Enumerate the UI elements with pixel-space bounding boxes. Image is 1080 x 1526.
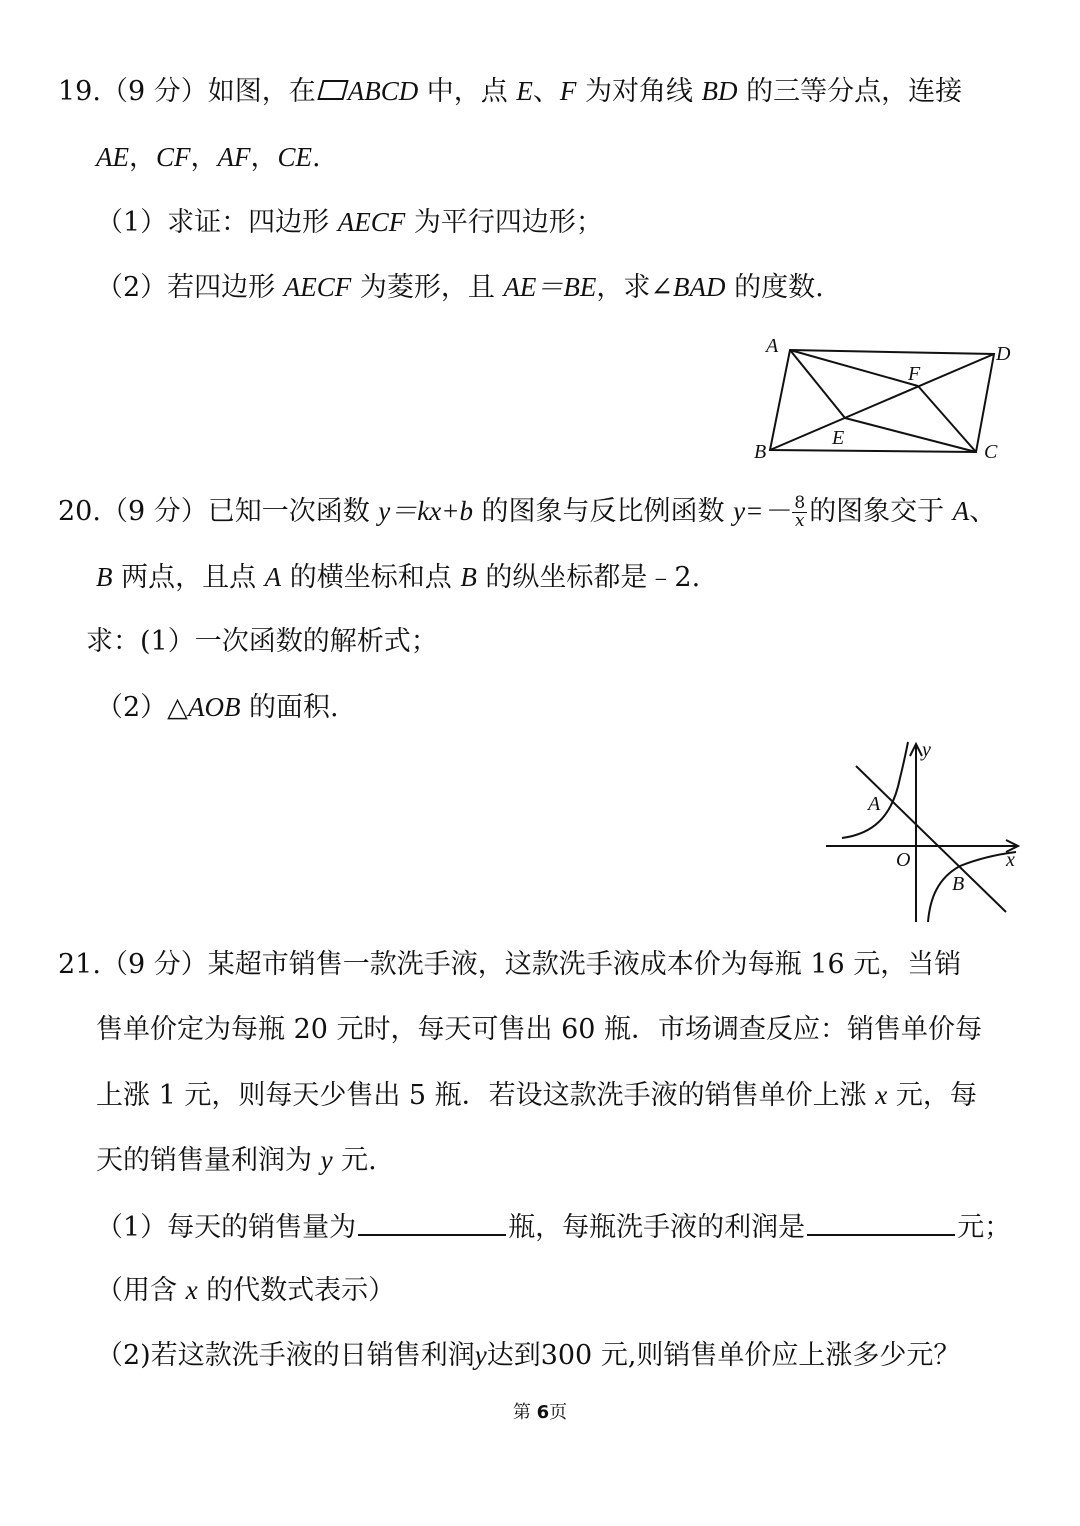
q20-var: y＝kx+b (378, 496, 473, 526)
label-d: D (996, 343, 1011, 365)
q20-line-1 (58, 494, 996, 530)
q21-text: 瓶，每瓶洗手液的利润是 (508, 1212, 806, 1243)
q19-text: 、 (532, 76, 560, 107)
q19-var: AECF (337, 207, 406, 237)
label-y: y (922, 739, 931, 761)
q21-text: 天的销售量利润为 (96, 1145, 321, 1176)
q19-var: E (516, 76, 533, 106)
answer-blank-profit[interactable] (807, 1208, 955, 1236)
q21-line-4 (96, 1143, 377, 1178)
label-a: A (766, 335, 779, 357)
label-a: A (868, 793, 881, 815)
q20-ask (86, 625, 438, 659)
q21-part-2 (96, 1338, 960, 1373)
q21-var: y (320, 1145, 333, 1175)
q21-note (96, 1273, 395, 1308)
q20-text: 的横坐标和点 (281, 562, 461, 593)
q21-text: （用含 (96, 1275, 186, 1306)
function-graph-figure (820, 738, 1030, 928)
segment-af (790, 350, 918, 386)
q21-var: x (185, 1275, 198, 1305)
segment-ce (845, 418, 976, 452)
q21-text: （1）每天的销售量为 (96, 1212, 357, 1243)
q21-text: 元，每 (887, 1080, 977, 1111)
q19-seg: CE (277, 142, 313, 172)
q21-text: 上涨 1 元，则每天少售出 5 瓶．若设这款洗手液的销售单价上涨 (96, 1080, 876, 1111)
q20-text: 的面积. (240, 692, 339, 723)
q20-text: 求：(1）一次函数的解析式； (86, 626, 438, 657)
q19-text: 为菱形，且 (351, 272, 504, 303)
q20-text: 的纵坐标都是﹣2. (476, 562, 701, 593)
q21-part-1 (96, 1208, 1011, 1245)
q20-line-2 (96, 560, 700, 595)
parallelogram-figure (750, 330, 1030, 470)
q21-text: （2)若这款洗手液的日销售利润 (96, 1340, 475, 1371)
answer-blank-quantity[interactable] (358, 1208, 506, 1236)
q21-text: 达到300 元,则销售单价应上涨多少元？ (486, 1340, 961, 1371)
q20-var: A (264, 562, 282, 592)
q20-text: 的图象交于 (809, 496, 953, 527)
q19-sep: ， (190, 142, 218, 173)
q21-text: 售单价定为每瓶 20 元时，每天可售出 60 瓶．市场调查反应：销售单价每 (96, 1014, 983, 1045)
q19-text: ，求∠ (596, 272, 674, 303)
q19-part-2 (96, 270, 824, 305)
linear-function-line (856, 766, 1006, 912)
q21-var: x (875, 1080, 888, 1110)
q19-text: （2）若四边形 (96, 272, 284, 303)
q19-sep: . (312, 142, 321, 173)
q21-text: 元； (957, 1212, 1012, 1243)
segment-cf (918, 386, 976, 452)
q19-text: （1）求证：四边形 (96, 207, 338, 238)
q21-line-2 (96, 1013, 982, 1047)
q20-text: 、 (969, 496, 997, 527)
q21-var: y (474, 1340, 487, 1370)
q19-var: AE＝BE (503, 272, 597, 302)
q20-part-2 (96, 690, 339, 725)
q19-text: 的度数. (725, 272, 824, 303)
parallelogram-symbol-icon (317, 80, 348, 100)
q19-var: AECF (283, 272, 352, 302)
label-c: C (984, 441, 998, 463)
q20-var: AOB (187, 692, 241, 722)
fraction-numerator: 8 (794, 493, 806, 513)
q19-seg: CF (156, 142, 191, 172)
segment-ae (790, 350, 845, 418)
label-b: B (952, 873, 965, 895)
q21-text: 元. (332, 1145, 377, 1176)
q19-var: BD (701, 76, 738, 106)
q20-text: （2）△ (96, 692, 188, 723)
q19-text: 19.（9 分）如图，在 (58, 76, 316, 107)
q19-part-1 (96, 205, 603, 240)
label-x: x (1006, 849, 1015, 871)
hyperbola-branch-upper-left (842, 742, 908, 838)
q19-sep: ， (250, 142, 278, 173)
hyperbola-branch-lower-right (928, 852, 1016, 922)
q21-line-3 (96, 1078, 977, 1113)
q19-shape-name: ABCD (347, 76, 419, 106)
label-o: O (896, 849, 911, 871)
q21-line-1 (58, 948, 961, 982)
q20-text: 两点，且点 (112, 562, 265, 593)
q20-var: A (952, 496, 970, 526)
q19-text: 为平行四边形； (405, 207, 603, 238)
page-footer (0, 1398, 1080, 1424)
footer-text: 页 (549, 1402, 568, 1423)
fraction-denominator: x (794, 511, 805, 531)
page-number: 6 (536, 1402, 550, 1423)
footer-text: 第 (512, 1402, 537, 1423)
q19-sep: ， (129, 142, 156, 173)
q20-var: B (460, 562, 477, 592)
q20-text: 的图象与反比例函数 (472, 496, 734, 527)
q20-var: y=－ (733, 496, 791, 526)
q21-text: 21.（9 分）某超市销售一款洗手液，这款洗手液成本价为每瓶 16 元，当销 (58, 949, 962, 980)
q20-text: 20.（9 分）已知一次函数 (58, 496, 379, 527)
q19-text: 为对角线 (576, 76, 702, 107)
label-f: F (908, 363, 921, 385)
q19-line-1 (58, 74, 962, 109)
label-e: E (832, 427, 845, 449)
q19-text: 的三等分点，连接 (737, 76, 963, 107)
q19-var: BAD (673, 272, 726, 302)
q21-text: 的代数式表示） (197, 1275, 396, 1306)
q19-seg: AE (96, 142, 129, 172)
q19-line-2 (96, 140, 321, 175)
q20-var: B (96, 562, 113, 592)
label-b: B (754, 441, 767, 463)
fraction-8-over-x (792, 495, 807, 530)
q19-text: 中，点 (418, 76, 517, 107)
q19-seg: AF (217, 142, 251, 172)
q19-var: F (559, 76, 577, 106)
